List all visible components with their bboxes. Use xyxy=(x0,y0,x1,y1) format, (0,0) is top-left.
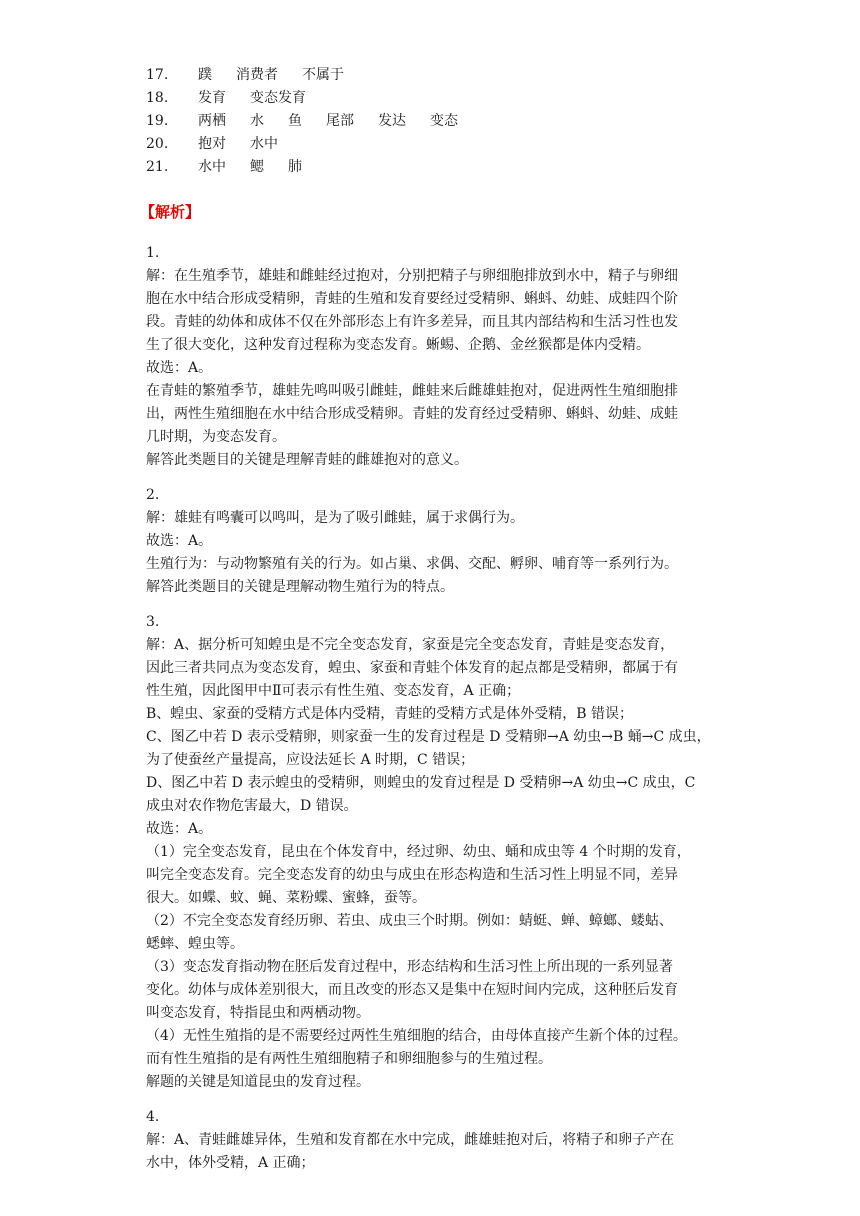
question-number: 2. xyxy=(146,487,160,503)
answer-number: 20. xyxy=(146,136,169,152)
analysis-line: 出，两性生殖细胞在水中结合形成受精卵。青蛙的发育经过受精卵、蝌蚪、幼蛙、成蛙 xyxy=(146,406,678,422)
question-number: 4. xyxy=(146,1109,160,1125)
analysis-line: 解题的关键是知道昆虫的发育过程。 xyxy=(146,1074,370,1090)
analysis-line: 叫完全变态发育。完全变态发育的幼虫与成虫在形态构造和生活习性上明显不同，差异 xyxy=(146,867,678,883)
analysis-line: 成虫对农作物危害最大，D 错误。 xyxy=(146,798,358,814)
answer-blank: 变态发育 xyxy=(250,90,306,106)
analysis-line: 故选：A。 xyxy=(146,533,213,549)
analysis-line: 生殖行为：与动物繁殖有关的行为。如占巢、求偶、交配、孵卵、哺育等一系列行为。 xyxy=(146,556,678,572)
answer-blank: 尾部 xyxy=(326,113,354,129)
answer-blank: 水中 xyxy=(198,159,226,175)
analysis-item xyxy=(146,242,718,472)
answer-blank: 水 xyxy=(250,113,264,129)
analysis-line: 段。青蛙的幼体和成体不仅在外部形态上有许多差异，而且其内部结构和生活习性也发 xyxy=(146,314,678,330)
answer-number: 17. xyxy=(146,67,169,83)
analysis-line: （1）完全变态发育，昆虫在个体发育中，经过卵、幼虫、蛹和成虫等 4 个时期的发育， xyxy=(146,844,691,860)
analysis-line: 性生殖，因此图甲中Ⅱ可表示有性生殖、变态发育，A 正确； xyxy=(146,683,521,699)
answer-blank: 水中 xyxy=(250,136,278,152)
answer-row xyxy=(146,110,482,133)
analysis-line: D、图乙中若 D 表示蝗虫的受精卵，则蝗虫的发育过程是 D 受精卵→A 幼虫→C 成虫，C xyxy=(146,775,696,791)
analysis-heading: 【解析】 xyxy=(140,203,201,221)
question-number: 3. xyxy=(146,614,160,630)
analysis-line: （3）变态发育指动物在胚后发育过程中，形态结构和生活习性上所出现的一系列显著 xyxy=(146,959,673,975)
analysis-item xyxy=(146,611,718,1094)
analysis-line: 生了很大变化，这种发育过程称为变态发育。蜥蜴、企鹅、金丝猴都是体内受精。 xyxy=(146,337,650,353)
answer-blank: 抱对 xyxy=(198,136,226,152)
answer-blank: 发达 xyxy=(378,113,406,129)
answer-blank: 鱼 xyxy=(288,113,302,129)
analysis-line: 几时期，为变态发育。 xyxy=(146,429,286,445)
answer-number: 21. xyxy=(146,159,169,175)
analysis-line: 故选：A。 xyxy=(146,821,213,837)
analysis-line: （2）不完全变态发育经历卵、若虫、成虫三个时期。例如：蜻蜓、蝉、蟑螂、蝼蛄、 xyxy=(146,913,673,929)
analysis-line: 解答此类题目的关键是理解动物生殖行为的特点。 xyxy=(146,579,454,595)
analysis-line: 解：A、青蛙雌雄异体，生殖和发育都在水中完成，雌雄蛙抱对后，将精子和卵子产在 xyxy=(146,1132,675,1148)
answer-blank: 两栖 xyxy=(198,113,226,129)
answer-blank: 肺 xyxy=(288,159,302,175)
answer-blank: 变态 xyxy=(430,113,458,129)
analysis-line: 在青蛙的繁殖季节，雄蛙先鸣叫吸引雌蛙，雌蛙来后雌雄蛙抱对，促进两性生殖细胞排 xyxy=(146,383,678,399)
analysis-line: 因此三者共同点为变态发育，蝗虫、家蚕和青蛙个体发育的起点都是受精卵，都属于有 xyxy=(146,660,678,676)
answer-list xyxy=(146,64,482,179)
analysis-body xyxy=(146,242,718,1187)
answer-blank: 蹼 xyxy=(198,67,212,83)
question-number: 1. xyxy=(146,245,160,261)
analysis-line: （4）无性生殖指的是不需要经过两性生殖细胞的结合，由母体直接产生新个体的过程。 xyxy=(146,1028,687,1044)
analysis-line: 故选：A。 xyxy=(146,360,213,376)
analysis-line: 胞在水中结合形成受精卵，青蛙的生殖和发育要经过受精卵、蝌蚪、幼蛙、成蛙四个阶 xyxy=(146,291,678,307)
analysis-line: 变化。幼体与成体差别很大，而且改变的形态又是集中在短时间内完成，这种胚后发育 xyxy=(146,982,678,998)
answer-row xyxy=(146,133,482,156)
analysis-line: 蟋蟀、蝗虫等。 xyxy=(146,936,244,952)
analysis-line: 水中，体外受精，A 正确； xyxy=(146,1155,315,1171)
analysis-line: 很大。如蝶、蚊、蝇、菜粉蝶、蜜蜂，蚕等。 xyxy=(146,890,426,906)
analysis-line: 叫变态发育，特指昆虫和两栖动物。 xyxy=(146,1005,370,1021)
answer-number: 19. xyxy=(146,113,169,129)
analysis-line: 而有性生殖指的是有两性生殖细胞精子和卵细胞参与的生殖过程。 xyxy=(146,1051,552,1067)
answer-number: 18. xyxy=(146,90,169,106)
answer-blank: 发育 xyxy=(198,90,226,106)
analysis-item xyxy=(146,484,718,599)
answer-blank: 消费者 xyxy=(236,67,278,83)
answer-blank: 鳃 xyxy=(250,159,264,175)
analysis-line: 解答此类题目的关键是理解青蛙的雌雄抱对的意义。 xyxy=(146,452,468,468)
answer-row xyxy=(146,87,482,110)
answer-row xyxy=(146,156,482,179)
analysis-line: 为了使蚕丝产量提高，应设法延长 A 时期，C 错误； xyxy=(146,752,475,768)
analysis-line: C、图乙中若 D 表示受精卵，则家蚕一生的发育过程是 D 受精卵→A 幼虫→B 蛹→C 成虫， xyxy=(146,729,711,745)
analysis-item xyxy=(146,1106,718,1175)
answer-row xyxy=(146,64,482,87)
analysis-line: B、蝗虫、家蚕的受精方式是体内受精，青蛙的受精方式是体外受精，B 错误； xyxy=(146,706,634,722)
analysis-line: 解：雄蛙有鸣囊可以鸣叫，是为了吸引雌蛙，属于求偶行为。 xyxy=(146,510,524,526)
answer-blank: 不属于 xyxy=(302,67,344,83)
analysis-line: 解：在生殖季节，雄蛙和雌蛙经过抱对，分别把精子与卵细胞排放到水中，精子与卵细 xyxy=(146,268,678,284)
analysis-line: 解：A、据分析可知蝗虫是不完全变态发育，家蚕是完全变态发育，青蛙是变态发育， xyxy=(146,637,675,653)
